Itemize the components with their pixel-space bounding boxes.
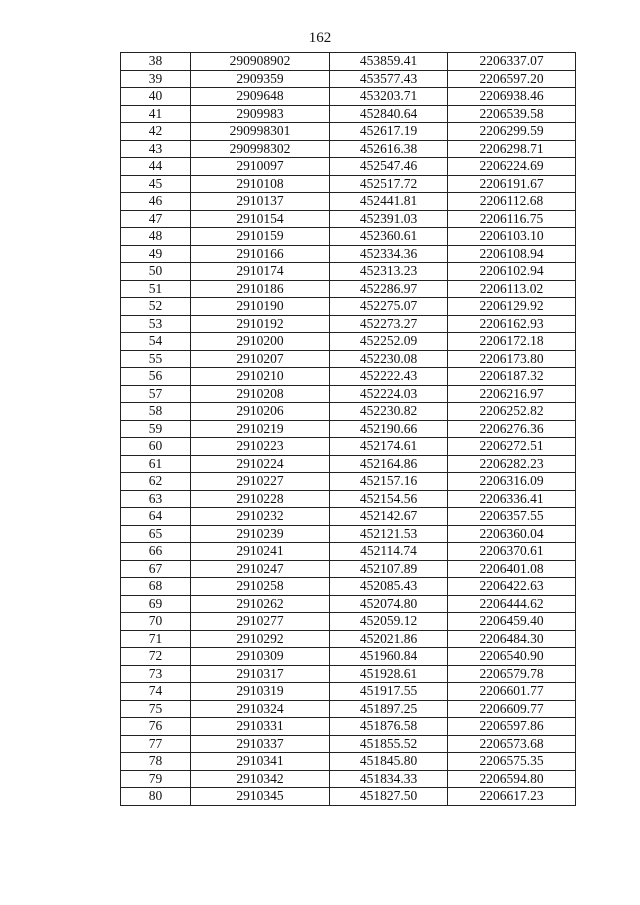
row-number-cell: 72 [121,648,191,666]
row-number-cell: 76 [121,718,191,736]
y-coordinate-cell: 2206370.61 [448,543,576,561]
point-id-cell: 2910324 [191,700,330,718]
point-id-cell: 2910345 [191,788,330,806]
y-coordinate-cell: 2206129.92 [448,298,576,316]
table-row [121,578,576,596]
x-coordinate-cell: 452517.72 [330,175,448,193]
point-id-cell: 2910331 [191,718,330,736]
table-row [121,53,576,71]
point-id-cell: 2910309 [191,648,330,666]
table-row [121,455,576,473]
y-coordinate-cell: 2206108.94 [448,245,576,263]
table-row [121,175,576,193]
y-coordinate-cell: 2206252.82 [448,403,576,421]
coordinates-table [120,52,576,806]
y-coordinate-cell: 2206579.78 [448,665,576,683]
y-coordinate-cell: 2206484.30 [448,630,576,648]
y-coordinate-cell: 2206422.63 [448,578,576,596]
row-number-cell: 77 [121,735,191,753]
row-number-cell: 53 [121,315,191,333]
x-coordinate-cell: 452224.03 [330,385,448,403]
y-coordinate-cell: 2206597.20 [448,70,576,88]
point-id-cell: 2909648 [191,88,330,106]
point-id-cell: 2910108 [191,175,330,193]
y-coordinate-cell: 2206360.04 [448,525,576,543]
x-coordinate-cell: 452230.82 [330,403,448,421]
x-coordinate-cell: 452616.38 [330,140,448,158]
y-coordinate-cell: 2206187.32 [448,368,576,386]
row-number-cell: 52 [121,298,191,316]
row-number-cell: 45 [121,175,191,193]
x-coordinate-cell: 451855.52 [330,735,448,753]
row-number-cell: 41 [121,105,191,123]
table-row [121,753,576,771]
row-number-cell: 57 [121,385,191,403]
point-id-cell: 2910342 [191,770,330,788]
row-number-cell: 49 [121,245,191,263]
row-number-cell: 63 [121,490,191,508]
point-id-cell: 2910210 [191,368,330,386]
x-coordinate-cell: 452190.66 [330,420,448,438]
x-coordinate-cell: 452164.86 [330,455,448,473]
point-id-cell: 2910224 [191,455,330,473]
x-coordinate-cell: 452334.36 [330,245,448,263]
y-coordinate-cell: 2206282.23 [448,455,576,473]
y-coordinate-cell: 2206191.67 [448,175,576,193]
y-coordinate-cell: 2206575.35 [448,753,576,771]
x-coordinate-cell: 452441.81 [330,193,448,211]
point-id-cell: 2910154 [191,210,330,228]
row-number-cell: 64 [121,508,191,526]
table-row [121,508,576,526]
table-row [121,648,576,666]
x-coordinate-cell: 451928.61 [330,665,448,683]
x-coordinate-cell: 452059.12 [330,613,448,631]
table-row [121,70,576,88]
y-coordinate-cell: 2206573.68 [448,735,576,753]
y-coordinate-cell: 2206601.77 [448,683,576,701]
table-row [121,350,576,368]
y-coordinate-cell: 2206103.10 [448,228,576,246]
row-number-cell: 80 [121,788,191,806]
row-number-cell: 78 [121,753,191,771]
table-row [121,193,576,211]
table-row [121,630,576,648]
point-id-cell: 290908902 [191,53,330,71]
x-coordinate-cell: 452085.43 [330,578,448,596]
row-number-cell: 51 [121,280,191,298]
x-coordinate-cell: 452107.89 [330,560,448,578]
x-coordinate-cell: 452286.97 [330,280,448,298]
row-number-cell: 54 [121,333,191,351]
table-row [121,613,576,631]
y-coordinate-cell: 2206112.68 [448,193,576,211]
table-row [121,683,576,701]
y-coordinate-cell: 2206276.36 [448,420,576,438]
table-row [121,158,576,176]
x-coordinate-cell: 453203.71 [330,88,448,106]
y-coordinate-cell: 2206337.07 [448,53,576,71]
y-coordinate-cell: 2206444.62 [448,595,576,613]
point-id-cell: 2910192 [191,315,330,333]
row-number-cell: 67 [121,560,191,578]
point-id-cell: 2910159 [191,228,330,246]
row-number-cell: 62 [121,473,191,491]
x-coordinate-cell: 451876.58 [330,718,448,736]
point-id-cell: 2909983 [191,105,330,123]
table-row [121,543,576,561]
table-row [121,298,576,316]
y-coordinate-cell: 2206594.80 [448,770,576,788]
table-row [121,490,576,508]
point-id-cell: 2910219 [191,420,330,438]
x-coordinate-cell: 452547.46 [330,158,448,176]
y-coordinate-cell: 2206357.55 [448,508,576,526]
y-coordinate-cell: 2206540.90 [448,648,576,666]
y-coordinate-cell: 2206172.18 [448,333,576,351]
table-row [121,525,576,543]
table-row [121,368,576,386]
point-id-cell: 2910317 [191,665,330,683]
page-number: 162 [308,30,332,46]
y-coordinate-cell: 2206617.23 [448,788,576,806]
y-coordinate-cell: 2206298.71 [448,140,576,158]
x-coordinate-cell: 451917.55 [330,683,448,701]
x-coordinate-cell: 452157.16 [330,473,448,491]
x-coordinate-cell: 452617.19 [330,123,448,141]
y-coordinate-cell: 2206216.97 [448,385,576,403]
x-coordinate-cell: 452174.61 [330,438,448,456]
point-id-cell: 2910174 [191,263,330,281]
table-row [121,438,576,456]
x-coordinate-cell: 451845.80 [330,753,448,771]
row-number-cell: 66 [121,543,191,561]
row-number-cell: 70 [121,613,191,631]
table-row [121,770,576,788]
point-id-cell: 2910337 [191,735,330,753]
table-row [121,735,576,753]
table-row [121,700,576,718]
point-id-cell: 2909359 [191,70,330,88]
row-number-cell: 65 [121,525,191,543]
table-row [121,385,576,403]
table-row [121,788,576,806]
x-coordinate-cell: 452840.64 [330,105,448,123]
y-coordinate-cell: 2206102.94 [448,263,576,281]
x-coordinate-cell: 451897.25 [330,700,448,718]
row-number-cell: 46 [121,193,191,211]
y-coordinate-cell: 2206299.59 [448,123,576,141]
x-coordinate-cell: 451827.50 [330,788,448,806]
row-number-cell: 43 [121,140,191,158]
row-number-cell: 59 [121,420,191,438]
row-number-cell: 60 [121,438,191,456]
point-id-cell: 290998302 [191,140,330,158]
y-coordinate-cell: 2206316.09 [448,473,576,491]
y-coordinate-cell: 2206609.77 [448,700,576,718]
row-number-cell: 48 [121,228,191,246]
table-row [121,263,576,281]
point-id-cell: 290998301 [191,123,330,141]
x-coordinate-cell: 452273.27 [330,315,448,333]
table-row [121,333,576,351]
row-number-cell: 61 [121,455,191,473]
table-row [121,123,576,141]
row-number-cell: 71 [121,630,191,648]
point-id-cell: 2910227 [191,473,330,491]
y-coordinate-cell: 2206224.69 [448,158,576,176]
x-coordinate-cell: 452252.09 [330,333,448,351]
point-id-cell: 2910190 [191,298,330,316]
row-number-cell: 39 [121,70,191,88]
point-id-cell: 2910258 [191,578,330,596]
y-coordinate-cell: 2206162.93 [448,315,576,333]
x-coordinate-cell: 452391.03 [330,210,448,228]
x-coordinate-cell: 452230.08 [330,350,448,368]
point-id-cell: 2910239 [191,525,330,543]
table-row [121,595,576,613]
point-id-cell: 2910166 [191,245,330,263]
point-id-cell: 2910247 [191,560,330,578]
point-id-cell: 2910232 [191,508,330,526]
row-number-cell: 73 [121,665,191,683]
point-id-cell: 2910097 [191,158,330,176]
table-row [121,105,576,123]
y-coordinate-cell: 2206539.58 [448,105,576,123]
table-row [121,315,576,333]
table-row [121,140,576,158]
row-number-cell: 44 [121,158,191,176]
x-coordinate-cell: 452114.74 [330,543,448,561]
point-id-cell: 2910262 [191,595,330,613]
x-coordinate-cell: 453577.43 [330,70,448,88]
table-row [121,228,576,246]
point-id-cell: 2910206 [191,403,330,421]
row-number-cell: 69 [121,595,191,613]
row-number-cell: 58 [121,403,191,421]
table-row [121,420,576,438]
x-coordinate-cell: 452360.61 [330,228,448,246]
table-row [121,88,576,106]
table-row [121,403,576,421]
row-number-cell: 50 [121,263,191,281]
x-coordinate-cell: 451960.84 [330,648,448,666]
y-coordinate-cell: 2206597.86 [448,718,576,736]
point-id-cell: 2910292 [191,630,330,648]
row-number-cell: 75 [121,700,191,718]
x-coordinate-cell: 453859.41 [330,53,448,71]
row-number-cell: 74 [121,683,191,701]
x-coordinate-cell: 452275.07 [330,298,448,316]
row-number-cell: 55 [121,350,191,368]
x-coordinate-cell: 452154.56 [330,490,448,508]
table-row [121,280,576,298]
point-id-cell: 2910186 [191,280,330,298]
row-number-cell: 42 [121,123,191,141]
point-id-cell: 2910207 [191,350,330,368]
row-number-cell: 56 [121,368,191,386]
y-coordinate-cell: 2206116.75 [448,210,576,228]
y-coordinate-cell: 2206113.02 [448,280,576,298]
point-id-cell: 2910200 [191,333,330,351]
y-coordinate-cell: 2206938.46 [448,88,576,106]
table-row [121,245,576,263]
y-coordinate-cell: 2206336.41 [448,490,576,508]
y-coordinate-cell: 2206173.80 [448,350,576,368]
point-id-cell: 2910228 [191,490,330,508]
point-id-cell: 2910223 [191,438,330,456]
row-number-cell: 68 [121,578,191,596]
x-coordinate-cell: 452222.43 [330,368,448,386]
coordinates-table-body [121,53,576,806]
point-id-cell: 2910341 [191,753,330,771]
y-coordinate-cell: 2206401.08 [448,560,576,578]
y-coordinate-cell: 2206272.51 [448,438,576,456]
row-number-cell: 47 [121,210,191,228]
x-coordinate-cell: 452021.86 [330,630,448,648]
point-id-cell: 2910208 [191,385,330,403]
point-id-cell: 2910277 [191,613,330,631]
table-row [121,473,576,491]
x-coordinate-cell: 452142.67 [330,508,448,526]
x-coordinate-cell: 452313.23 [330,263,448,281]
table-row [121,718,576,736]
row-number-cell: 40 [121,88,191,106]
row-number-cell: 79 [121,770,191,788]
table-row [121,665,576,683]
row-number-cell: 38 [121,53,191,71]
y-coordinate-cell: 2206459.40 [448,613,576,631]
x-coordinate-cell: 452121.53 [330,525,448,543]
table-row [121,210,576,228]
point-id-cell: 2910319 [191,683,330,701]
table-row [121,560,576,578]
x-coordinate-cell: 452074.80 [330,595,448,613]
point-id-cell: 2910137 [191,193,330,211]
point-id-cell: 2910241 [191,543,330,561]
x-coordinate-cell: 451834.33 [330,770,448,788]
